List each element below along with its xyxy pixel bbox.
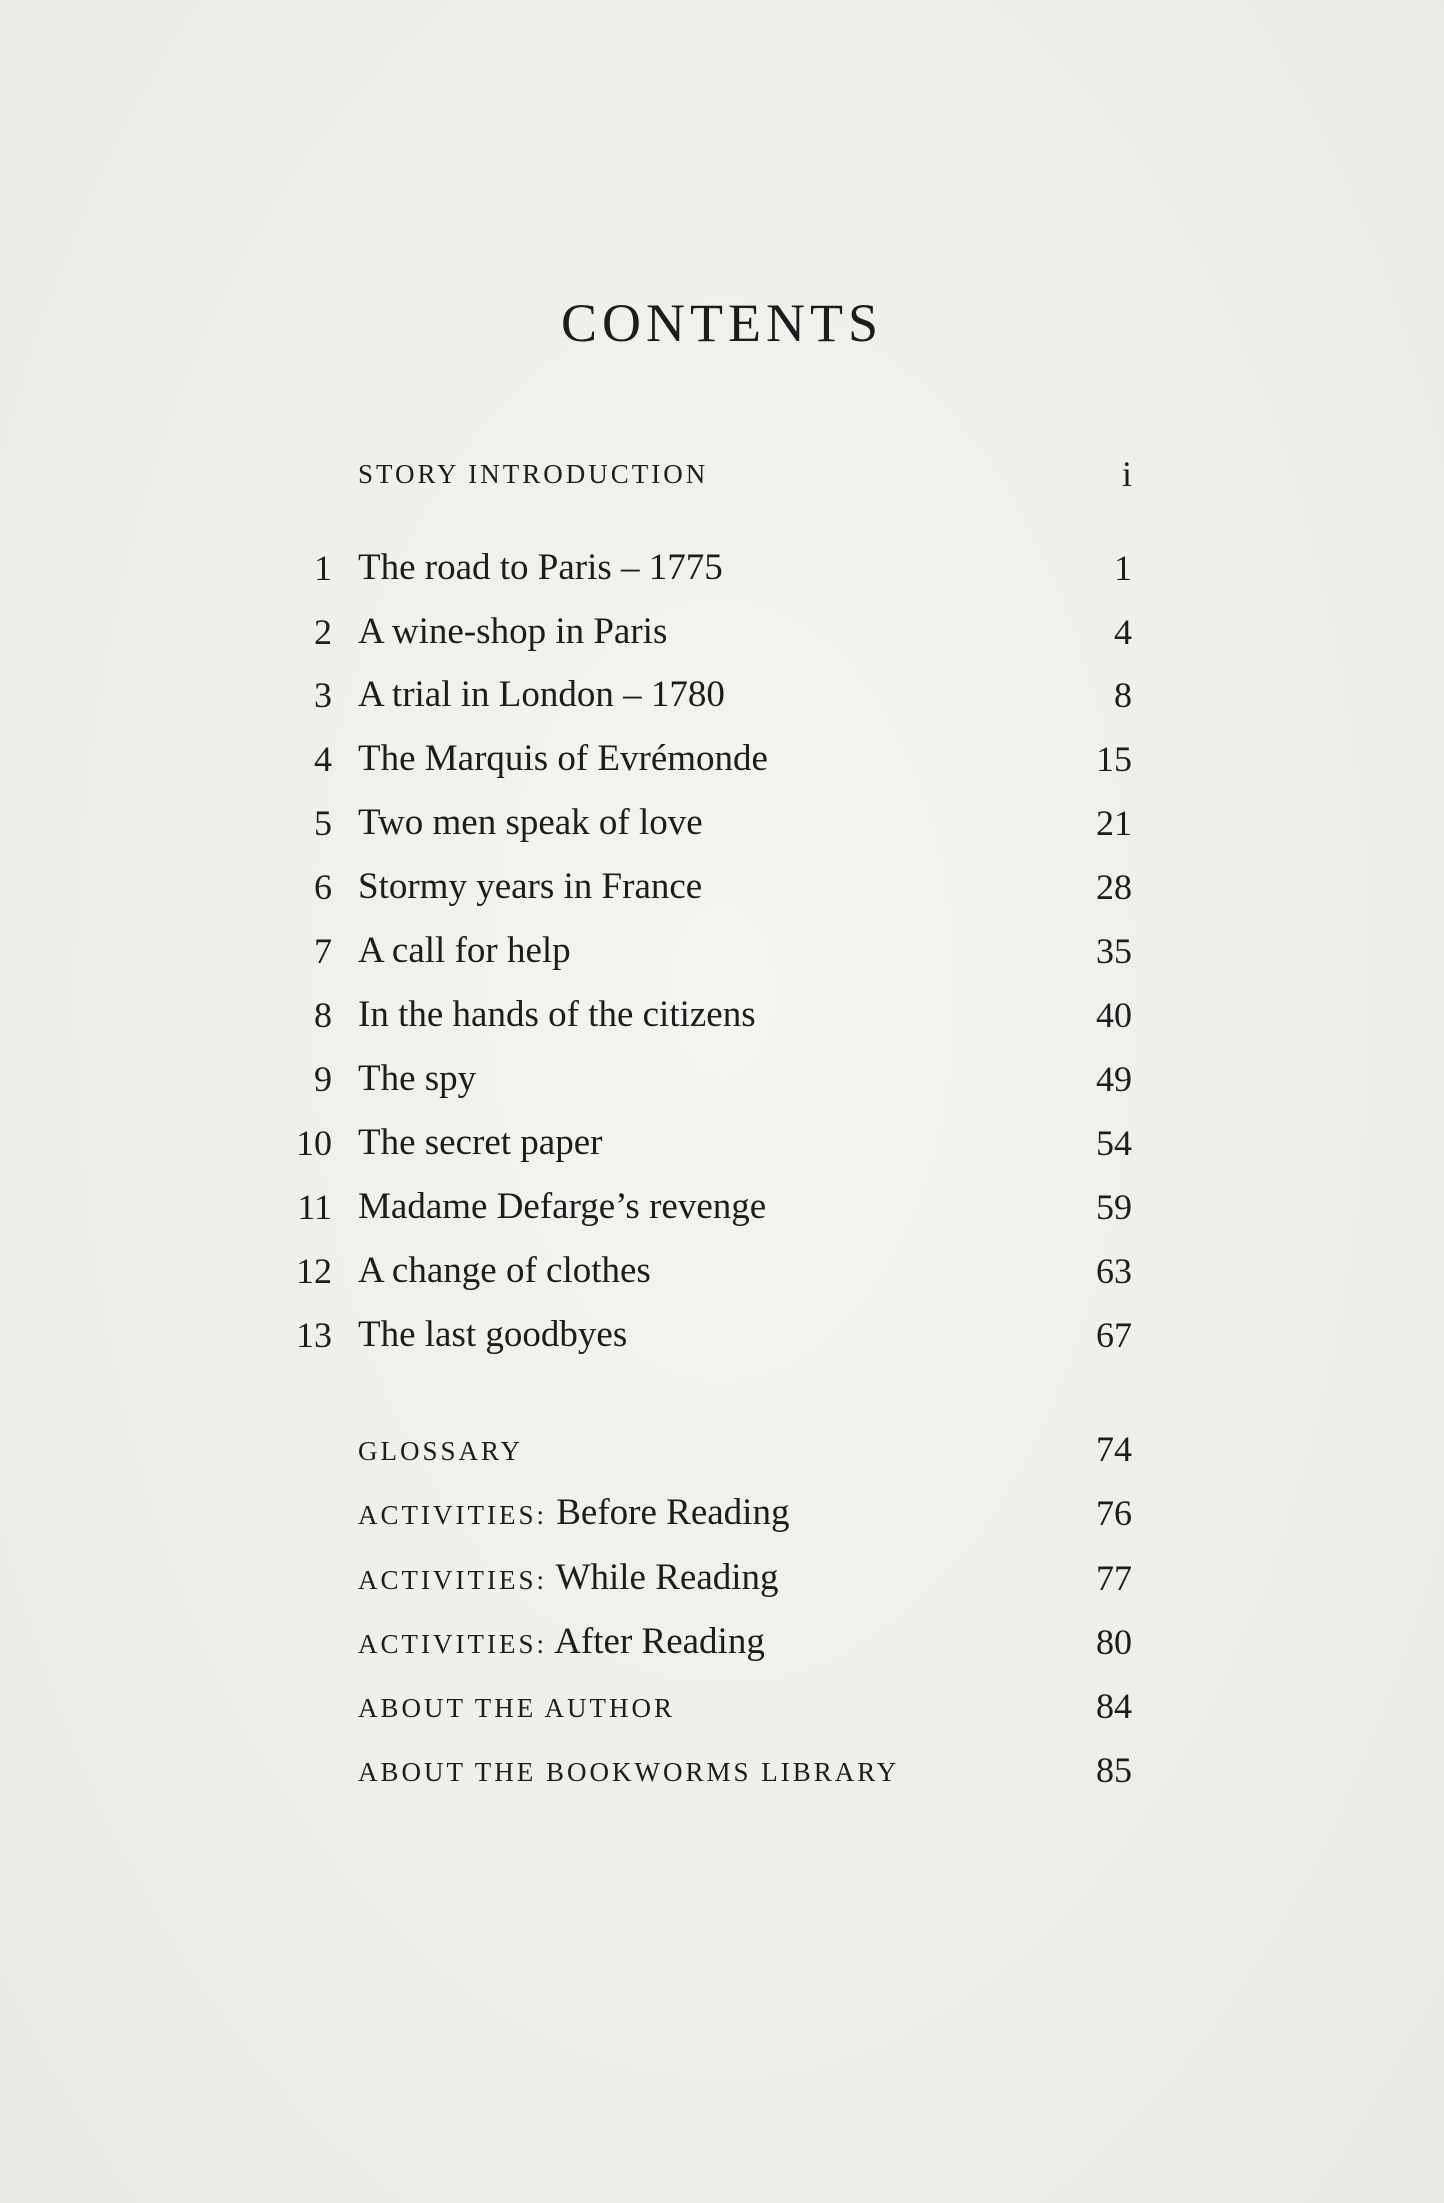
chapter-page-number: 28 <box>1096 867 1132 907</box>
chapter-title: A trial in London – 1780 <box>358 674 725 715</box>
chapter-number: 4 <box>314 739 332 779</box>
back-matter-subtitle: While Reading <box>555 1557 779 1598</box>
chapter-title: The spy <box>358 1058 477 1099</box>
intro-label: STORY INTRODUCTION <box>358 459 709 489</box>
chapter-title: A wine-shop in Paris <box>358 611 668 652</box>
chapter-page-number: 21 <box>1096 803 1132 843</box>
chapter-title: Stormy years in France <box>358 866 703 907</box>
chapter-title: In the hands of the citizens <box>358 994 756 1035</box>
back-matter-label: ABOUT THE BOOKWORMS LIBRARY <box>358 1757 900 1787</box>
toc-entry-intro <box>0 446 1444 502</box>
chapter-number: 7 <box>314 931 332 971</box>
back-matter-row-about-library <box>0 1742 1444 1798</box>
chapter-title: Madame Defarge’s revenge <box>358 1186 767 1227</box>
chapter-title: The road to Paris – 1775 <box>358 547 723 588</box>
chapter-page-number: 8 <box>1114 675 1132 715</box>
back-matter-row-about-author <box>0 1678 1444 1734</box>
chapter-title: Two men speak of love <box>358 802 703 843</box>
chapter-number: 12 <box>296 1251 332 1291</box>
chapter-number: 9 <box>314 1059 332 1099</box>
chapter-page-number: 67 <box>1096 1315 1132 1355</box>
chapter-page-number: 1 <box>1114 548 1132 588</box>
chapter-number: 6 <box>314 867 332 907</box>
chapter-number: 5 <box>314 803 332 843</box>
back-matter-subtitle: Before Reading <box>556 1492 790 1533</box>
chapter-page-number: 63 <box>1096 1251 1132 1291</box>
chapter-row <box>0 1179 1444 1235</box>
back-matter-subtitle: After Reading <box>554 1621 765 1662</box>
chapter-row <box>0 1307 1444 1363</box>
chapter-page-number: 54 <box>1096 1123 1132 1163</box>
back-matter-label: ACTIVITIES: <box>358 1565 547 1595</box>
chapter-number: 13 <box>296 1315 332 1355</box>
chapter-number: 1 <box>314 548 332 588</box>
chapter-row <box>0 859 1444 915</box>
back-matter-page-number: 74 <box>1096 1429 1132 1469</box>
back-matter-page-number: 84 <box>1096 1686 1132 1726</box>
chapter-page-number: 15 <box>1096 739 1132 779</box>
back-matter-label: ACTIVITIES: <box>358 1629 547 1659</box>
chapter-page-number: 49 <box>1096 1059 1132 1099</box>
back-matter-row-activities-after <box>0 1614 1444 1670</box>
chapter-row <box>0 540 1444 596</box>
chapter-number: 8 <box>314 995 332 1035</box>
chapter-number: 11 <box>297 1187 332 1227</box>
chapter-row <box>0 987 1444 1043</box>
chapter-page-number: 4 <box>1114 612 1132 652</box>
chapter-title: A change of clothes <box>358 1250 651 1291</box>
chapter-page-number: 35 <box>1096 931 1132 971</box>
back-matter-page-number: 77 <box>1096 1558 1132 1598</box>
chapter-row <box>0 604 1444 660</box>
chapter-row <box>0 1051 1444 1107</box>
chapter-title: The Marquis of Evrémonde <box>358 738 768 779</box>
chapter-title: The last goodbyes <box>358 1314 628 1355</box>
back-matter-label: ABOUT THE AUTHOR <box>358 1693 676 1723</box>
back-matter-label: ACTIVITIES: <box>358 1500 547 1530</box>
back-matter-row-activities-while <box>0 1550 1444 1606</box>
chapter-row <box>0 1115 1444 1171</box>
chapter-number: 2 <box>314 612 332 652</box>
chapter-page-number: 40 <box>1096 995 1132 1035</box>
chapter-title: The secret paper <box>358 1122 603 1163</box>
back-matter-page-number: 85 <box>1096 1750 1132 1790</box>
intro-page-number: i <box>1121 454 1132 494</box>
chapter-row <box>0 1243 1444 1299</box>
chapter-row <box>0 667 1444 723</box>
back-matter-label: GLOSSARY <box>358 1436 524 1466</box>
chapter-page-number: 59 <box>1096 1187 1132 1227</box>
chapter-number: 3 <box>314 675 332 715</box>
chapter-row <box>0 923 1444 979</box>
back-matter-row-activities-before <box>0 1485 1444 1541</box>
back-matter-page-number: 80 <box>1096 1622 1132 1662</box>
back-matter-row-glossary <box>0 1421 1444 1477</box>
back-matter-page-number: 76 <box>1096 1493 1132 1533</box>
chapter-row <box>0 731 1444 787</box>
chapter-row <box>0 795 1444 851</box>
chapter-title: A call for help <box>358 930 571 971</box>
page-title: CONTENTS <box>561 293 883 353</box>
chapter-number: 10 <box>296 1123 332 1163</box>
